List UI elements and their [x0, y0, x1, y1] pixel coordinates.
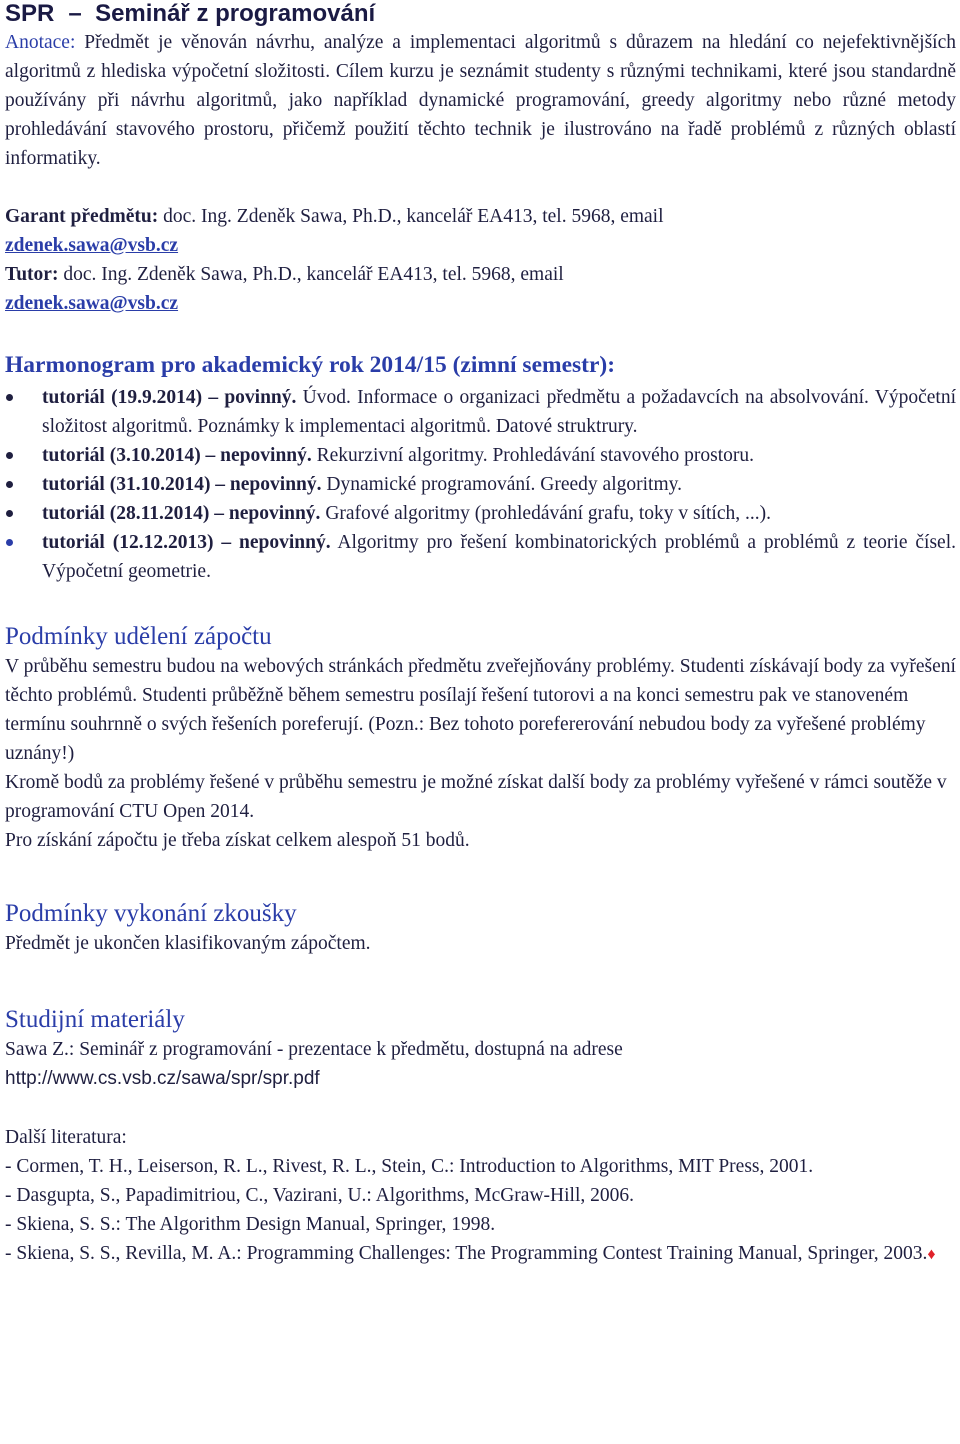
materialy-main: [5, 1035, 956, 1093]
list-item: [5, 528, 956, 586]
tutor-email-link[interactable]: zdenek.sawa@vsb.cz: [5, 293, 179, 314]
tutorial-date: tutoriál (28.11.2014) – nepovinný.: [42, 503, 321, 524]
tutor-text: doc. Ing. Zdeněk Sawa, Ph.D., kancelář EA413, tel. 5968, email: [58, 264, 564, 285]
tutorial-list: [5, 383, 956, 586]
bullet-icon: [6, 539, 13, 546]
tutor-line: [5, 260, 956, 318]
literature-item: - Skiena, S. S.: The Algorithm Design Manual, Springer, 1998.: [5, 1214, 496, 1235]
zapocet-paragraph-3: Pro získání zápočtu je třeba získat celkem alespoň 51 bodů.: [5, 830, 470, 851]
bullet-icon: [6, 510, 13, 517]
page-title: [5, 0, 956, 28]
garant-email-link[interactable]: zdenek.sawa@vsb.cz: [5, 235, 179, 256]
zapocet-paragraph-1: V průběhu semestru budou na webových stránkách předmětu zveřejňovány problémy. Studenti získávají body za vyřešení těchto problémů. Studenti průběžně během semestru posílají řešení tutorovi a na konci semestru pak ve stanoveném termínu souhrnně o svých řešeních poreferují. (Pozn.: Bez tohoto porefererování nebudou body za vyřešené problémy uznány!): [5, 656, 956, 764]
bullet-icon: [6, 394, 13, 401]
annotation-label: Anotace:: [5, 32, 76, 53]
zapocet-heading: Podmínky udělení zápočtu: [5, 623, 272, 650]
list-item: [5, 470, 956, 499]
zkouska-heading: Podmínky vykonání zkoušky: [5, 900, 297, 927]
garant-text: doc. Ing. Zdeněk Sawa, Ph.D., kancelář EA413, tel. 5968, email: [158, 206, 664, 227]
tutorial-date: tutoriál (3.10.2014) – nepovinný.: [42, 445, 312, 466]
tutorial-date: tutoriál (19.9.2014) – povinný.: [42, 387, 297, 408]
list-item: [5, 383, 956, 441]
title-dash: –: [68, 0, 82, 27]
bullet-icon: [6, 481, 13, 488]
list-item: [5, 441, 956, 470]
literature-label: Další literatura:: [5, 1127, 127, 1148]
tutor-label: Tutor:: [5, 264, 59, 285]
literature-item: - Cormen, T. H., Leiserson, R. L., Rivest, R. L., Stein, C.: Introduction to Algorithms, MIT Press, 2001.: [5, 1156, 814, 1177]
literature-item-last: [5, 1239, 956, 1269]
tutorial-text: Grafové algoritmy (prohledávání grafu, toky v sítích, ...).: [320, 503, 771, 524]
materialy-url-link[interactable]: http://www.cs.vsb.cz/sawa/spr/spr.pdf: [5, 1068, 320, 1089]
tutorial-text: Úvod. Informace o organizaci předmětu a požadavcích na absolvování. Výpočetní složitost algoritmů. Poznámky k implementaci algoritmů. Datové struktrury.: [42, 387, 956, 437]
literature-item: - Skiena, S. S., Revilla, M. A.: Programming Challenges: The Programming Contest Training Manual, Springer, 2003.: [5, 1243, 928, 1264]
tutorial-text: Algoritmy pro řešení kombinatorických problémů a problémů z teorie čísel. Výpočetní geometrie.: [42, 532, 956, 582]
zapocet-paragraph-2: Kromě bodů za problémy řešené v průběhu semestru je možné získat další body za problémy vyřešené v rámci soutěže v programování CTU Open 2014.: [5, 772, 947, 822]
materialy-heading: Studijní materiály: [5, 1006, 185, 1033]
zkouska-text: Předmět je ukončen klasifikovaným zápočtem.: [5, 933, 371, 954]
course-code: SPR: [5, 0, 55, 27]
materialy-main-text: Sawa Z.: Seminář z programování - prezentace k předmětu, dostupná na adrese: [5, 1039, 623, 1060]
annotation-text: Předmět je věnován návrhu, analýze a implementaci algoritmů s důrazem na hledání co nejefektivnějších algoritmů z hlediska výpočetní složitosti. Cílem kurzu je seznámit studenty s různými technikami, které jsou standardně používány při návrhu algoritmů, jako například dynamické programování, greedy algoritmy nebo různé metody prohledávání stavového prostoru, přičemž použití těchto technik je ilustrováno na řadě problémů z různých oblastí informatiky.: [5, 32, 956, 169]
tutorial-date: tutoriál (31.10.2014) – nepovinný.: [42, 474, 322, 495]
tutorial-text: Rekurzivní algoritmy. Prohledávání stavového prostoru.: [311, 445, 755, 466]
annotation: [5, 28, 956, 173]
list-item: [5, 499, 956, 528]
end-diamond-icon: ♦: [927, 1246, 936, 1263]
garant-label: Garant předmětu:: [5, 206, 159, 227]
tutorial-date: tutoriál (12.12.2013) – nepovinný.: [42, 532, 331, 553]
literature-item: - Dasgupta, S., Papadimitriou, C., Vazirani, U.: Algorithms, McGraw-Hill, 2006.: [5, 1185, 634, 1206]
garant-line: [5, 202, 956, 260]
course-name: Seminář z programování: [95, 0, 376, 27]
tutorial-text: Dynamické programování. Greedy algoritmy.: [321, 474, 682, 495]
harmonogram-heading: Harmonogram pro akademický rok 2014/15 (zimní semestr):: [5, 352, 616, 378]
bullet-icon: [6, 452, 13, 459]
